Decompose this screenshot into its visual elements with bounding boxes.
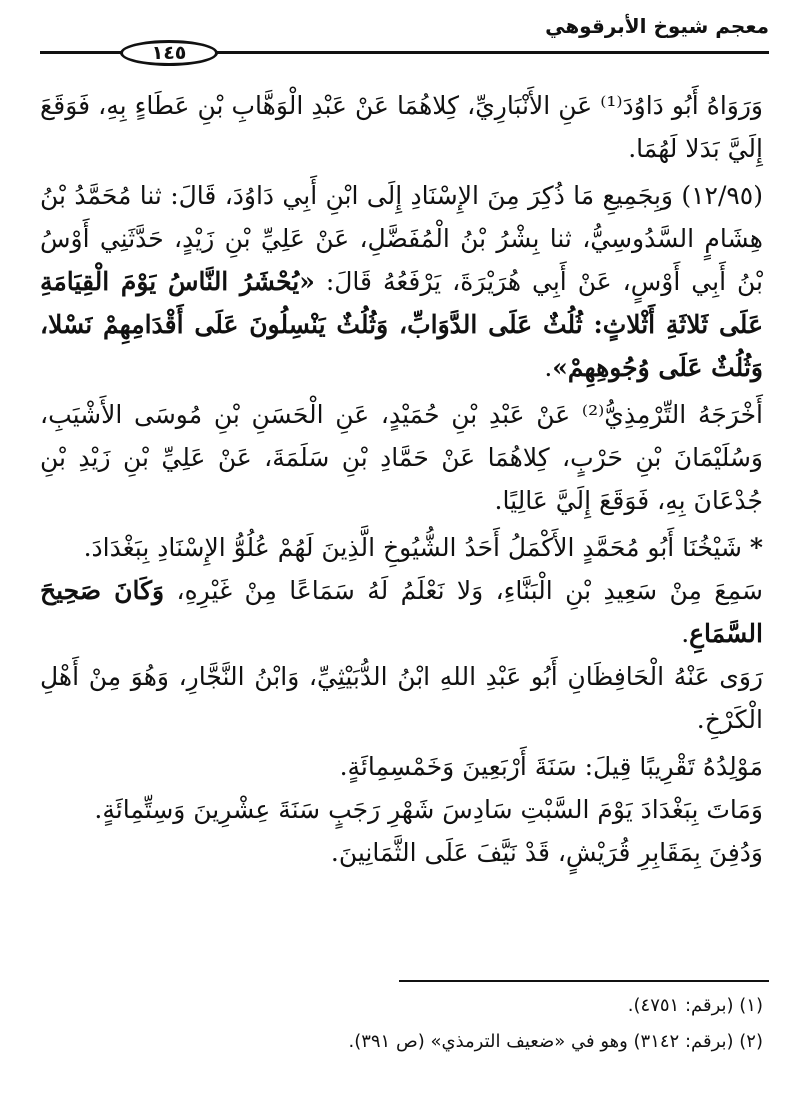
running-header-title: معجم شيوخ الأبرقوهي [545, 14, 769, 38]
paragraph-shaykh-intro [40, 526, 763, 569]
footnote-1: (١) (برقم: ٤٧٥١). [627, 995, 763, 1016]
paragraph-wafat: وَمَاتَ بِبَغْدَادَ يَوْمَ السَّبْتِ سَادِسَ شَهْرِ رَجَبٍ سَنَةَ عِشْرِينَ وَسِتِّمِائَةٍ. [94, 795, 763, 824]
sama-bold-text: وَكَانَ صَحِيحَ السَّمَاعِ [40, 576, 763, 648]
page-body [40, 84, 763, 874]
hadith-matn: «يُحْشَرُ النَّاسُ يَوْمَ الْقِيَامَةِ عَلَى ثَلاثَةِ أَثْلاثٍ: ثُلُثٌ عَلَى الدَّوَابِّ، وَثُلُثٌ يَنْسِلُونَ عَلَى أَقْدَامِهِمْ نَسْلا، وَثُلُثٌ عَلَى وُجُوهِهِمْ» [40, 267, 763, 382]
paragraph-riwaya-abu-dawud: وَرَوَاهُ أَبُو دَاوُدَ⁽¹⁾ عَنِ الأَنْبَارِيِّ، كِلاهُمَا عَنْ عَبْدِ الْوَهَّابِ بْنِ عَطَاءٍ بِهِ، فَوَقَعَ إِلَيَّ بَدَلا لَهُمَا. [40, 91, 763, 163]
paragraph-sama [40, 569, 763, 655]
hadith-end: . [544, 353, 553, 382]
sama-text: سَمِعَ مِنْ سَعِيدِ بْنِ الْبَنَّاءِ، وَلا نَعْلَمُ لَهُ سَمَاعًا مِنْ غَيْرِهِ، [164, 576, 764, 605]
sama-end: . [681, 619, 690, 648]
entry-star-marker: * [749, 533, 763, 562]
paragraph-takhrij-tirmidhi: أَخْرَجَهُ التِّرْمِذِيُّ⁽²⁾ عَنْ عَبْدِ بْنِ حُمَيْدٍ، عَنِ الْحَسَنِ بْنِ مُوسَى الأَشْيَبِ، وَسُلَيْمَانَ بْنِ حَرْبٍ، كِلاهُمَا عَنْ حَمَّادِ بْنِ سَلَمَةَ، عَنْ عَلِيِّ بْنِ زَيْدِ بْنِ جُدْعَانَ بِهِ، فَوَقَعَ إِلَيَّ عَالِيًا. [40, 400, 763, 515]
footnote-2: (٢) (برقم: ٣١٤٢) وهو في «ضعيف الترمذي» (ص ٣٩١). [348, 1031, 763, 1052]
paragraph-mawlid: مَوْلِدُهُ تَقْرِيبًا قِيلَ: سَنَةَ أَرْبَعِينَ وَخَمْسِمِائَةٍ. [339, 752, 763, 781]
footnotes [40, 990, 763, 1062]
hadith-isnad: (١٢/٩٥) وَبِجَمِيعِ مَا ذُكِرَ مِنَ الإِسْنَادِ إِلَى ابْنِ أَبِي دَاوُدَ، قَالَ: ثنا مُحَمَّدُ بْنُ هِشَامٍ السَّدُوسِيُّ، ثنا بِشْرُ بْنُ الْمُفَضَّلِ، عَنْ عَلِيِّ بْنِ زَيْدٍ، حَدَّثَنِي أَوْسُ بْنُ أَبِي أَوْسٍ، عَنْ أَبِي هُرَيْرَةَ، يَرْفَعُهُ قَالَ: [40, 181, 763, 296]
paragraph-hadith-95 [40, 174, 763, 389]
paragraph-dafn: وَدُفِنَ بِمَقَابِرِ قُرَيْشٍ، قَدْ نَيَّفَ عَلَى الثَّمَانِينَ. [330, 838, 763, 867]
paragraph-rawa-anhu: رَوَى عَنْهُ الْحَافِظَانِ أَبُو عَبْدِ اللهِ ابْنُ الدُّبَيْثِيِّ، وَابْنُ النَّجَّارِ، وَهُوَ مِنْ أَهْلِ الْكَرْخِ. [40, 662, 763, 734]
page-number: ١٤٥ [120, 40, 218, 66]
shaykh-intro-text: شَيْخُنَا أَبُو مُحَمَّدٍ الأَكْمَلُ أَحَدُ الشُّيُوخِ الَّذِينَ لَهُمْ عُلُوُّ الإِسْنَادِ بِبَغْدَادَ. [83, 533, 742, 562]
footnote-separator [399, 980, 769, 982]
